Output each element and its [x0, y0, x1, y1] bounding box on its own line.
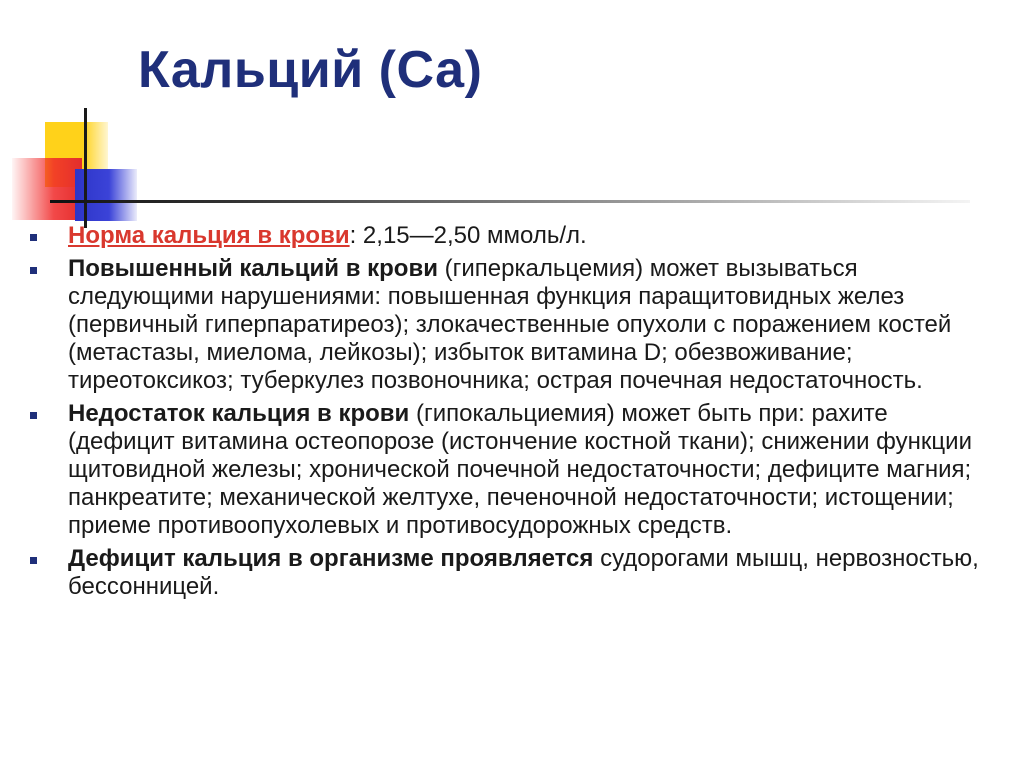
- item-text: судорогами мышц, нервозностью, бессонницей.: [68, 545, 979, 600]
- slide-title: Кальций (Са): [138, 41, 483, 99]
- item-text: (гиперкальцемия) может вызываться следующими нарушениями: повышенная функция паращитовидных желез (первичный гиперпаратиреоз); злокачественные опухоли с поражением костей (метастазы, миелома, лейкозы); избыток витамина D; обезвоживание; тиреотоксикоз; туберкулез позвоночника; острая почечная недостаточность.: [68, 255, 952, 394]
- item-lead: Дефицит кальция в организме проявляется: [68, 545, 594, 572]
- list-item-hypocalcemia: [30, 400, 990, 540]
- list-item-hypercalcemia: [30, 255, 990, 395]
- bullet-icon: [30, 234, 37, 241]
- list-item-deficit: [30, 545, 990, 601]
- title-underline: [50, 200, 970, 203]
- bullet-list: [30, 222, 990, 606]
- bullet-icon: [30, 412, 37, 419]
- item-text: (гипокальциемия) может быть при: рахите (дефицит витамина остеопорозе (истончение костной ткани); снижении функции щитовидной железы; хронической почечной недостаточности; дефиците магния; панкреатите; механической желтухе, печеночной недостаточности; истощении; приеме противоопухолевых и противосудорожных средств.: [68, 400, 972, 539]
- decorative-red-square: [12, 158, 82, 220]
- bullet-icon: [30, 267, 37, 274]
- list-item-norm: [30, 222, 990, 250]
- bullet-icon: [30, 557, 37, 564]
- item-lead: Недостаток кальция в крови: [68, 400, 410, 427]
- norm-link[interactable]: Норма кальция в крови: [68, 222, 350, 249]
- decorative-vertical-line: [84, 108, 87, 228]
- item-lead: Повышенный кальций в крови: [68, 255, 438, 282]
- item-text: : 2,15—2,50 ммоль/л.: [349, 222, 587, 249]
